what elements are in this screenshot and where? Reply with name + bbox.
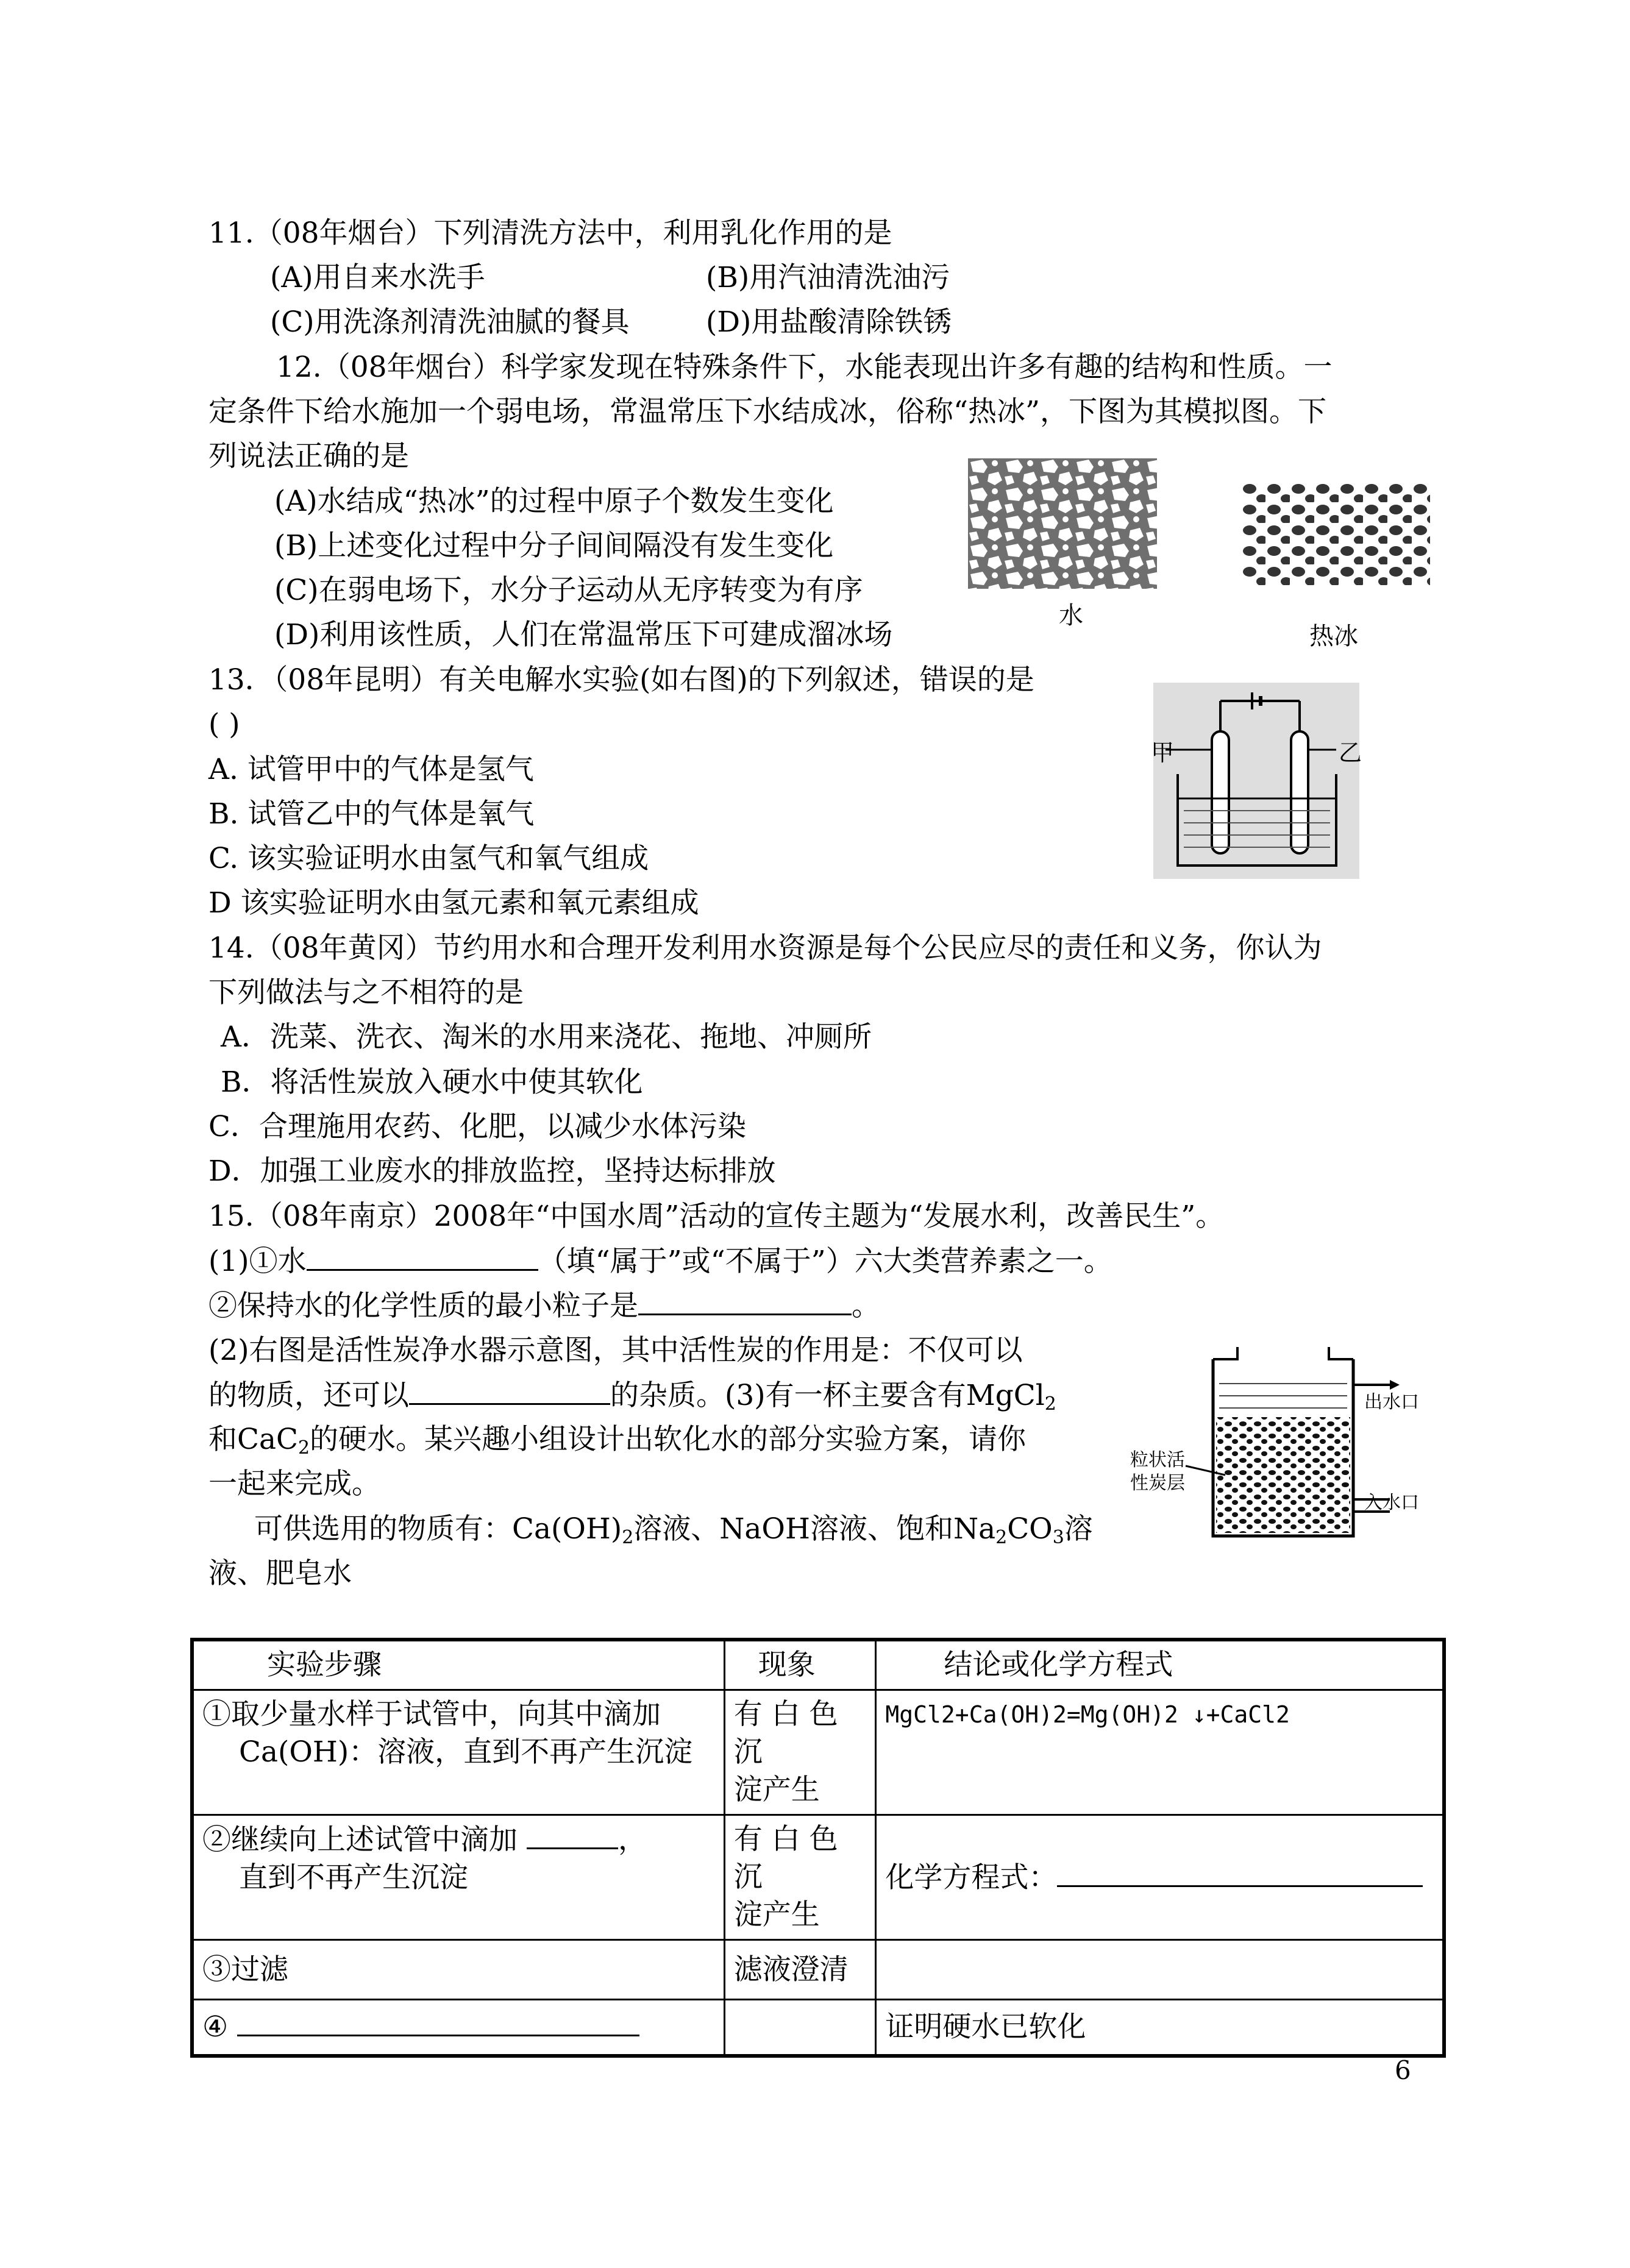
header-phenomenon: 现象 [724,1640,876,1690]
hot-ice-structure-figure [1241,482,1430,585]
q14-option-a: A．洗菜、洗衣、淘米的水用来浇花、拖地、冲厕所 [221,1020,872,1054]
purifier-layer-label-2: 性炭层 [1130,1473,1185,1494]
q15-part1: (1)①水 （填“属于”或“不属于”）六大类营养素之一。 [208,1242,1112,1281]
blank-chemical-equation[interactable] [1057,1858,1423,1887]
tube-label-right: 乙 [1339,739,1362,766]
table-header-row [192,1640,1444,1690]
conclusion-cell [876,1940,1444,2000]
q15-part3-line1: (2)右图是活性炭净水器示意图，其中活性炭的作用是：不仅可以 [208,1334,1023,1367]
phenomenon-cell [724,2000,876,2056]
q11-option-d: (D)用盐酸清除铁锈 [706,305,952,339]
q14-option-d: D．加强工业废水的排放监控，坚持达标排放 [208,1154,776,1188]
q15-reagents-line2: 液、肥皂水 [208,1557,352,1590]
q15-reagents-line1: 可供选用的物质有：$Ca(OH)_2$溶液、NaOH溶液、饱和$Na_2CO_3$溶 [254,1512,1093,1548]
q15-part3-line3: 和CaC$_2$的硬水。某兴趣小组设计出软化水的部分实验方案，请你 [208,1423,1027,1459]
step-cell: ①取少量水样于试管中，向其中滴加 Ca(OH)：溶液，直到不再产生沉淀 [192,1690,724,1815]
conclusion-cell: 化学方程式： [876,1815,1444,1940]
conclusion-cell: 证明硬水已软化 [876,2000,1444,2056]
q13-option-a: A. 试管甲中的气体是氢气 [208,753,534,786]
phenomenon-cell: 有 白 色 沉 淀产生 [724,1815,876,1940]
blank-verification-step[interactable] [237,2008,639,2036]
q12-line3: 列说法正确的是 [208,439,409,473]
q15-part3-line4: 一起来完成。 [208,1467,380,1501]
step-cell: ②继续向上述试管中滴加 ， 直到不再产生沉淀 [192,1815,724,1940]
purifier-inlet-label: 入水口 [1364,1492,1419,1513]
electrolysis-apparatus-figure [1153,683,1359,879]
q14-line1: 14.（08年黄冈）节约用水和合理开发利用水资源是每个公民应尽的责任和义务，你认为 [208,931,1322,965]
q13-stem: 13．（08年昆明）有关电解水实验(如右图)的下列叙述，错误的是 [208,663,1034,697]
header-step: 实验步骤 [192,1640,724,1690]
q11-option-a: (A)用自来水洗手 [270,261,485,294]
purifier-layer-label-1: 粒状活 [1130,1449,1185,1471]
q13-answer-paren: ( ) [208,708,240,741]
tube-label-left: 甲 [1151,739,1175,766]
q13-option-c: C. 该实验证明水由氢气和氧气组成 [208,842,649,875]
q15-part2: ②保持水的化学性质的最小粒子是 。 [208,1287,880,1325]
q15-stem: 15.（08年南京）2008年“中国水周”活动的宣传主题为“发展水利，改善民生”。 [208,1200,1225,1233]
q12-option-b: (B)上述变化过程中分子间间隔没有发生变化 [274,529,834,563]
q14-line2: 下列做法与之不相符的是 [208,976,524,1009]
q12-option-d: (D)利用该性质，人们在常温常压下可建成溜冰场 [274,618,893,652]
table-row [192,2000,1444,2056]
table-row [192,1815,1444,1940]
figure-label-water: 水 [1059,602,1083,630]
q11-stem: 11.（08年烟台）下列清洗方法中，利用乳化作用的是 [208,216,892,250]
q14-option-b: B．将活性炭放入硬水中使其软化 [221,1065,643,1099]
q14-option-c: C．合理施用农药、化肥，以减少水体污染 [208,1110,746,1143]
q12-line1: 12.（08年烟台）科学家发现在特殊条件下，水能表现出许多有趣的结构和性质。一 [276,350,1333,384]
experiment-table [190,1638,1446,2058]
q12-option-c: (C)在弱电场下，水分子运动从无序转变为有序 [274,574,863,607]
table-row [192,1690,1444,1815]
phenomenon-cell: 有 白 色 沉 淀产生 [724,1690,876,1815]
q15-part3-line2: 的物质，还可以 的杂质。(3)有一杯主要含有MgCl$_2$ [208,1376,1056,1415]
conclusion-cell: MgCl2+Ca(OH)2=Mg(OH)2 ↓+CaCl2 [876,1690,1444,1815]
step-cell: ③过滤 [192,1940,724,2000]
purifier-outlet-label: 出水口 [1364,1392,1419,1413]
figure-label-hot-ice: 热冰 [1309,622,1358,650]
water-structure-figure [968,458,1157,589]
q13-option-b: B. 试管乙中的气体是氧气 [208,797,535,831]
blank-reagent[interactable] [527,1821,618,1849]
phenomenon-cell: 滤液澄清 [724,1940,876,2000]
blank-activated-carbon-role[interactable] [409,1376,610,1405]
q12-line2: 定条件下给水施加一个弱电场，常温常压下水结成冰，俗称“热冰”，下图为其模拟图。下 [208,395,1327,428]
blank-nutrient[interactable] [307,1242,538,1271]
q13-option-d: D 该实验证明水由氢元素和氧元素组成 [208,886,699,920]
table-row [192,1940,1444,2000]
header-conclusion: 结论或化学方程式 [876,1640,1444,1690]
q11-option-b: (B)用汽油清洗油污 [706,261,950,294]
page-number: 6 [1395,2055,1411,2085]
q12-option-a: (A)水结成“热冰”的过程中原子个数发生变化 [274,485,834,518]
blank-smallest-particle[interactable] [638,1287,852,1315]
q11-option-c: (C)用洗涤剂清洗油腻的餐具 [270,305,630,339]
step-cell: ④ [192,2000,724,2056]
